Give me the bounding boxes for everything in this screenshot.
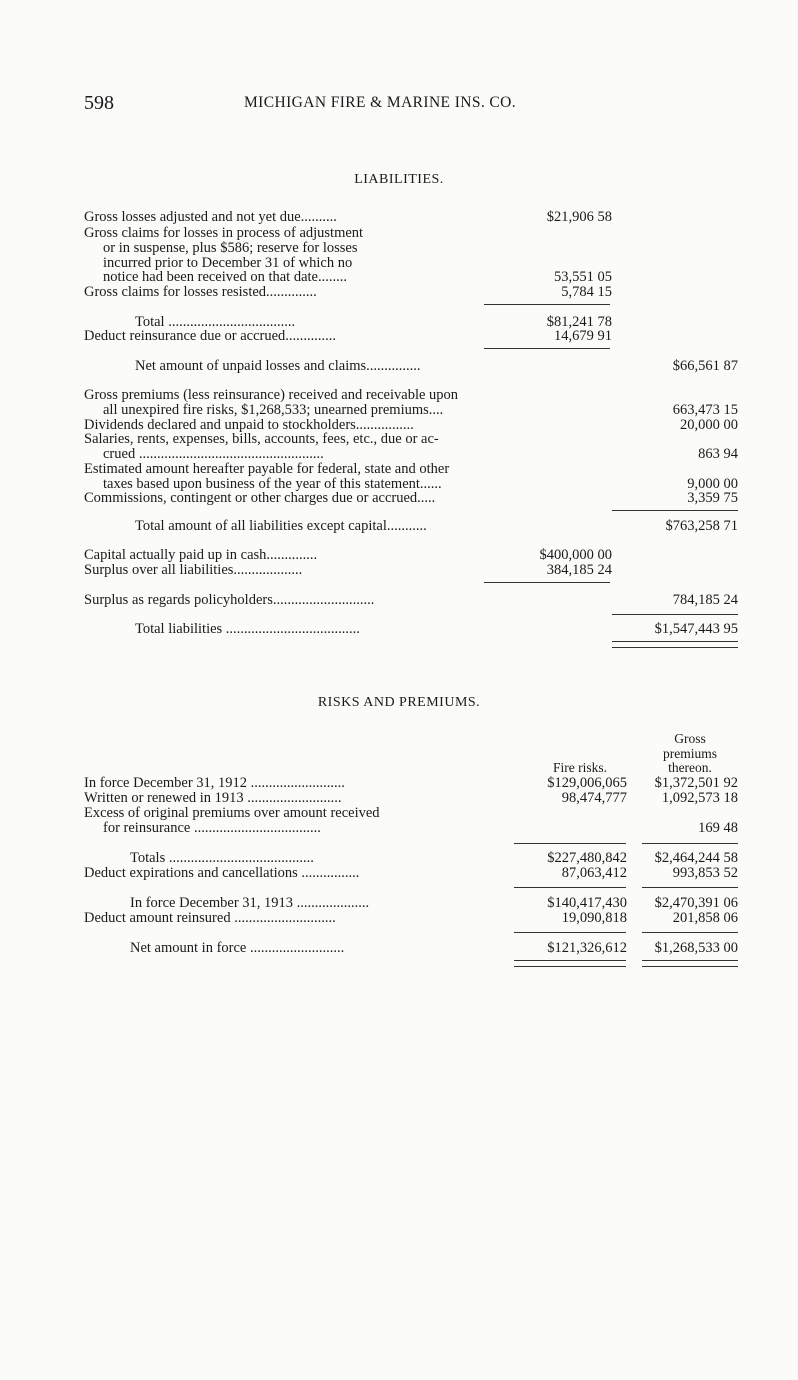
risk-row-premiums: $2,470,391 06 [654,895,738,911]
total-label: Total ................................... [135,314,296,330]
rule [484,582,610,583]
risk-row-label: In force December 31, 1912 .......................... [84,775,345,791]
total-except-capital-amount: $763,258 71 [665,518,738,534]
salaries-amount: 863 94 [698,446,738,462]
col-header-fire-risks: Fire risks. [553,760,607,775]
risk-row-fire: $129,006,065 [547,775,627,791]
risk-row-fire: 87,063,412 [561,865,627,881]
page-number: 598 [84,92,114,114]
rule [514,932,626,933]
gross-losses-label: Gross losses adjusted and not yet due.......... [84,209,337,225]
gross-losses-amount: $21,906 58 [546,209,612,225]
risk-row-fire: $140,417,430 [547,895,627,911]
rule [484,304,610,305]
commissions-amount: 3,359 75 [687,490,738,506]
risk-row-label: In force December 31, 1913 .................... [130,895,370,911]
risk-row-label: Excess of original premiums over amount received [84,805,380,821]
risk-row-label: Deduct expirations and cancellations ................ [84,865,360,881]
rule [642,843,738,844]
gross-premiums-amount: 663,473 15 [672,402,738,418]
rule [514,843,626,844]
deduct-reinsurance-label: Deduct reinsurance due or accrued.............. [84,328,337,344]
dividends-amount: 20,000 00 [680,417,738,433]
risk-row-premiums: $2,464,244 58 [654,850,738,866]
surplus-policyholders-amount: 784,185 24 [672,592,738,608]
claims-resisted-label: Gross claims for losses resisted.............. [84,284,317,300]
double-rule [514,960,626,967]
risk-row-fire: $121,326,612 [547,940,627,956]
risk-row-premiums: $1,372,501 92 [654,775,738,791]
col-header-premiums-3: thereon. [668,760,712,775]
rule [642,887,738,888]
risk-row-label-cont: for reinsurance ................................... [103,820,321,836]
gross-premiums-line1: Gross premiums (less reinsurance) received and receivable upon [84,387,459,403]
capital-label: Capital actually paid up in cash.............. [84,547,318,563]
risk-row-fire: 19,090,818 [561,910,627,926]
running-head: MICHIGAN FIRE & MARINE INS. CO. [244,94,517,111]
total-amount: $81,241 78 [546,314,612,330]
risk-row-fire: 98,474,777 [561,790,627,806]
risk-row-premiums: 1,092,573 18 [661,790,738,806]
surplus-amount: 384,185 24 [546,562,612,578]
gross-claims-line1: Gross claims for losses in process of adjustment [84,225,364,241]
gross-claims-amount: 53,551 05 [554,269,612,285]
risk-row-fire: $227,480,842 [547,850,627,866]
risks-title: RISKS AND PREMIUMS. [317,695,481,710]
salaries-line1: Salaries, rents, expenses, bills, accounts, fees, etc., due or ac- [84,431,439,447]
rule [514,887,626,888]
rule [612,510,738,511]
rule [484,348,610,349]
double-rule [612,641,738,648]
total-liabilities-label: Total liabilities ..................................... [135,621,360,637]
risk-row-premiums: 993,853 52 [672,865,738,881]
total-liabilities-amount: $1,547,443 95 [654,621,738,637]
net-unpaid-label: Net amount of unpaid losses and claims............... [135,358,421,374]
col-header-premiums-1: Gross [674,731,706,746]
risk-row-label: Totals ........................................ [130,850,314,866]
salaries-line2: crued ................................................... [103,446,324,462]
gross-premiums-line2: all unexpired fire risks, $1,268,533; unearned premiums.... [103,402,444,418]
estimated-taxes-line1: Estimated amount hereafter payable for federal, state and other [84,461,450,477]
risk-row-premiums: $1,268,533 00 [654,940,738,956]
rule [642,932,738,933]
rule [612,614,738,615]
estimated-taxes-amount: 9,000 00 [687,476,738,492]
risk-row-premiums: 201,858 06 [672,910,738,926]
estimated-taxes-line2: taxes based upon business of the year of this statement...... [103,476,442,492]
gross-claims-line4: notice had been received on that date........ [103,269,347,285]
risk-row-premiums: 169 48 [698,820,738,836]
surplus-label: Surplus over all liabilities................... [84,562,303,578]
dividends-label: Dividends declared and unpaid to stockholders................ [84,417,414,433]
gross-claims-line3: incurred prior to December 31 of which no [103,255,353,271]
commissions-label: Commissions, contingent or other charges due or accrued..... [84,490,436,506]
risk-row-label: Net amount in force .......................... [130,940,345,956]
double-rule [642,960,738,967]
gross-claims-line2: or in suspense, plus $586; reserve for losses [103,240,358,256]
claims-resisted-amount: 5,784 15 [561,284,612,300]
risk-row-label: Deduct amount reinsured ............................ [84,910,336,926]
net-unpaid-amount: $66,561 87 [672,358,738,374]
liabilities-title: LIABILITIES. [354,172,444,187]
risk-row-label: Written or renewed in 1913 .......................... [84,790,342,806]
capital-amount: $400,000 00 [539,547,612,563]
total-except-capital-label: Total amount of all liabilities except capital........... [135,518,427,534]
deduct-reinsurance-amount: 14,679 91 [554,328,612,344]
col-header-premiums-2: premiums [663,746,717,761]
surplus-policyholders-label: Surplus as regards policyholders............................ [84,592,375,608]
